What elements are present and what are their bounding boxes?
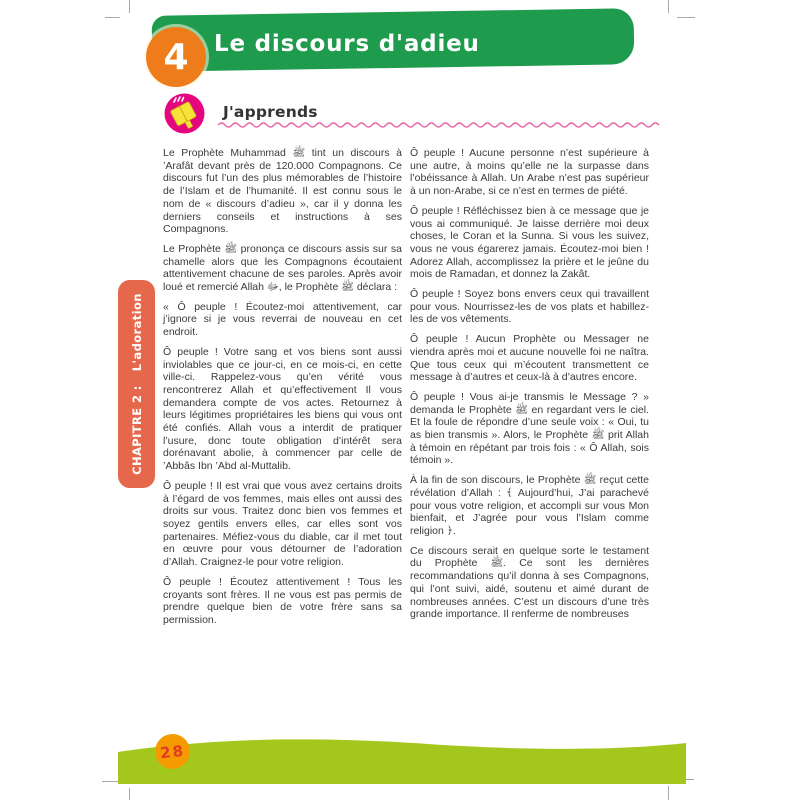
paragraph: Ô peuple ! Il est vrai que vous avez certains droits à l’égard de vos femmes, mais elles ont aussi des droits sur vous. Traitez donc bien vos femmes et soyez gentils envers elles, car elles sont vos partenaires. Méfiez-vous du diable, car il met tout en œuvre pour vous détourner de l’adoration d’Allah. Craignez-le pour votre religion. [163, 479, 402, 569]
paragraph: Ce discours serait en quelque sorte le testament du Prophète ﷺ. Ce sont les dernières recommandations qu’il donna à ses Compagnons, qui l’ont suivi, aidé, soutenu et aimé durant de nombreuses années. C’est un discours d’une très grande importance. Il renferme de nombreuses [410, 544, 649, 621]
crop-mark-top-right-v [668, 0, 669, 13]
crop-mark-bottom-left-h [102, 781, 118, 782]
paragraph: « Ô peuple ! Écoutez-moi attentivement, car j’ignore si je vous reverrai de nouveau en cet endroit. [163, 300, 402, 339]
chapter-number: 4 [163, 36, 189, 78]
right-column [410, 147, 649, 634]
page-number: 28 [159, 741, 186, 762]
paragraph: Ô peuple ! Soyez bons envers ceux qui travaillent pour vous. Nourrissez-les de vos plats et habillez-les de vos vêtements. [410, 288, 649, 326]
paragraph: À la fin de son discours, le Prophète ﷺ reçut cette révélation d’Allah : ﴾ Aujourd’hui, J’ai parachevé pour vous votre religion, et accompli sur vous Mon bienfait, et J’agrée pour vous l’Islam comme religion ﴿. [410, 474, 650, 537]
open-book-icon [164, 93, 205, 134]
footer-wave-band [118, 737, 686, 784]
crop-mark-bottom-right-v [668, 786, 669, 800]
paragraph: Le Prophète Muhammad ﷺ tint un discours à ’Arafât devant près de 120.000 Compagnons. Ce discours fut l’un des plus mémorables de l’histoire de l’Islam et de l’humanité. Il est connu sous le nom de « discours d’adieu », car il y donna les derniers conseils et instructions à ses Compagnons. [163, 147, 403, 236]
sidebar-topic-label: L'adoration [129, 293, 144, 372]
crop-mark-bottom-left-v [129, 788, 130, 800]
crop-mark-top-left-h [105, 17, 120, 18]
sidebar-chapter-tab [118, 280, 155, 488]
paragraph: Ô peuple ! Aucune personne n’est supérieure à une autre, à moins qu’elle ne la surpasse dans l’obéissance à Allah. Un Arabe n’est pas supérieur à un non-Arabe, si ce n’est en termes de piété. [410, 147, 649, 198]
crop-mark-top-right-h [677, 17, 695, 18]
wavy-underline [218, 121, 664, 129]
left-column [163, 147, 402, 634]
text-columns [163, 147, 649, 634]
paragraph: Ô peuple ! Écoutez attentivement ! Tous les croyants sont frères. Il ne vous est pas permis de prendre quelque bien de votre frère sans sa permission. [163, 575, 402, 626]
paragraph: Ô peuple ! Réfléchissez bien à ce message que je vous ai communiqué. Je laisse derrière moi deux choses, le Coran et la Sunna. Si vous les suivez, vous ne vous égarerez jamais. Écoutez-moi bien ! Adorez Allah, accomplissez la prière et le jeûne du mois de Ramadan, et donnez la Zakât. [410, 204, 649, 281]
sidebar-chapter-label: CHAPITRE 2 : [129, 385, 144, 475]
paragraph: Le Prophète ﷺ prononça ce discours assis sur sa chamelle alors que les Compagnons écoutaient attentivement chacune de ses paroles. Après avoir loué et remercié Allah ﷻ, le Prophète ﷺ déclara : [163, 242, 402, 294]
crop-mark-top-left-v [129, 0, 130, 13]
paragraph: Ô peuple ! Votre sang et vos biens sont aussi inviolables que ce jour-ci, en ce mois-ci, en cette ville-ci. Rappelez-vous qu’en vérité vous rencontrerez Allah et qu’effectivement Il vous demandera compte de vos actes. Retournez à leurs légitimes propriétaires les biens qui vous ont été confiés. Allah vous a interdit de pratiquer l’usure, donc toute obligation d’intérêt sera dorénavant abolie, à commencer par celle de ’Abbâs Ibn ’Abd al-Muttalib. [163, 345, 402, 473]
chapter-number-badge [146, 27, 206, 87]
sidebar-chapter-text [130, 293, 144, 475]
paragraph: Ô peuple ! Aucun Prophète ou Messager ne viendra après moi et aucune nouvelle foi ne naîtra. Que tous ceux qui m’écoutent transmettent ce message à d’autres et ceux-là à d’autres encore. [410, 333, 649, 384]
page-title: Le discours d'adieu [214, 31, 480, 57]
paragraph: Ô peuple ! Vous ai-je transmis le Message ? » demanda le Prophète ﷺ en regardant vers le ciel. Et la foule de répondre d’une seule voix : « Oui, tu as bien transmis ». Alors, le Prophète ﷺ prit Allah à témoin en répétant par trois fois : « Ô Allah, sois témoin ». [410, 390, 649, 467]
section-heading: J'apprends [223, 103, 318, 121]
